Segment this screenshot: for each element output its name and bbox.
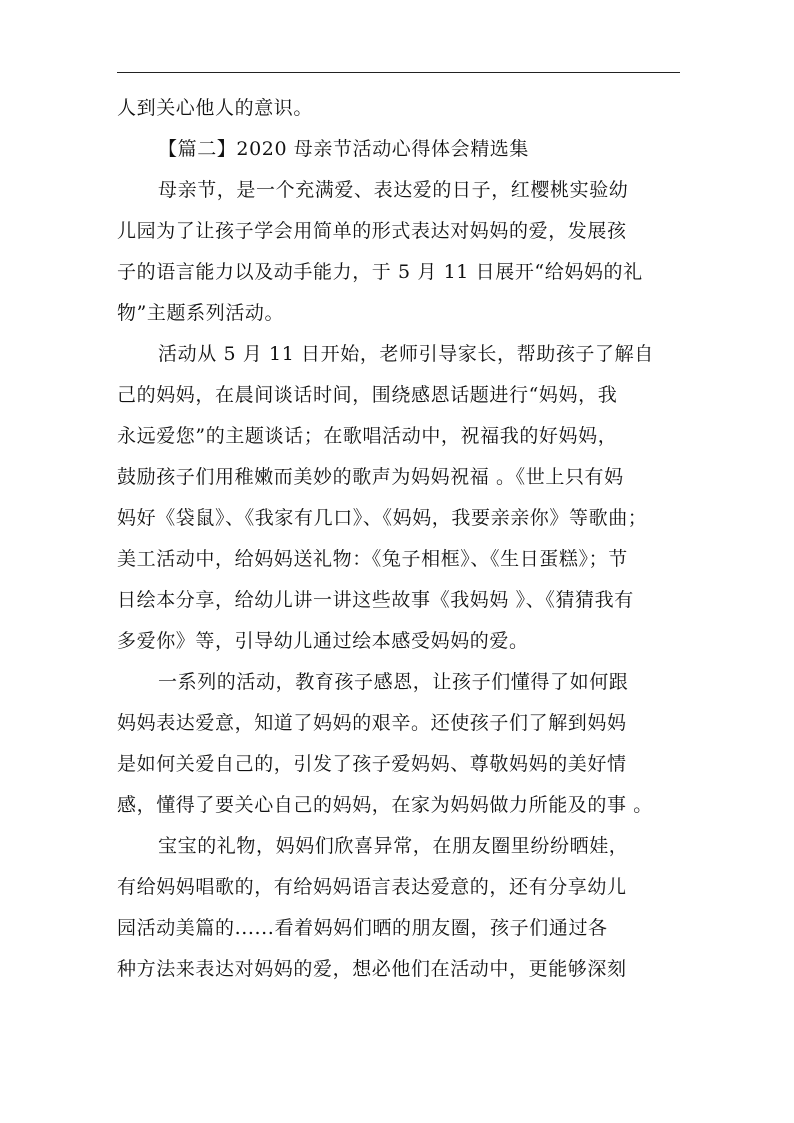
section-heading: 【篇二】2020 母亲节活动心得体会精选集 — [158, 138, 529, 160]
paragraph-1-line: 母亲节，是一个充满爱、表达爱的日子，红樱桃实验幼 — [158, 179, 629, 201]
paragraph-3-line: 一系列的活动，教育孩子感恩，让孩子们懂得了如何跟 — [158, 671, 629, 693]
paragraph-3-line: 感，懂得了要关心自己的妈妈，在家为妈妈做力所能及的事 。 — [117, 794, 653, 816]
paragraph-3-line: 妈妈表达爱意，知道了妈妈的艰辛。还使孩子们了解到妈妈 — [117, 712, 627, 734]
paragraph-4-line: 宝宝的礼物，妈妈们欣喜异常，在朋友圈里纷纷晒娃， — [158, 835, 629, 857]
paragraph-2-line: 妈好《袋鼠》、《我家有几口》、《妈妈，我要亲亲你》等歌曲； — [117, 507, 648, 529]
document-body — [117, 88, 687, 990]
paragraph-1-line: 儿园为了让孩子学会用简单的形式表达对妈妈的爱，发展孩 — [117, 220, 627, 242]
paragraph-4-line: 种方法来表达对妈妈的爱，想必他们在活动中，更能够深刻 — [117, 958, 627, 980]
paragraph-1-line: 子的语言能力以及动手能力，于 5 月 11 日展开“给妈妈的礼 — [117, 261, 643, 283]
paragraph-1-line: 物”主题系列活动。 — [117, 302, 285, 324]
paragraph-2-line: 己的妈妈，在晨间谈话时间，围绕感恩话题进行“妈妈，我 — [117, 384, 618, 406]
paragraph-4-line: 园活动美篇的......看着妈妈们晒的朋友圈，孩子们通过各 — [117, 917, 608, 939]
text-line: 人到关心他人的意识。 — [117, 97, 314, 119]
paragraph-2-line: 活动从 5 月 11 日开始，老师引导家长，帮助孩子了解自 — [158, 343, 654, 365]
paragraph-2-line: 美工活动中，给妈妈送礼物：《兔子相框》、《生日蛋糕》；节 — [117, 548, 628, 570]
header-rule — [117, 72, 680, 73]
paragraph-2-line: 永远爱您”的主题谈话；在歌唱活动中，祝福我的好妈妈， — [117, 425, 618, 447]
paragraph-2-line: 日绘本分享，给幼儿讲一讲这些故事《我妈妈 》、《猜猜我有 — [117, 589, 634, 611]
paragraph-4-line: 有给妈妈唱歌的，有给妈妈语言表达爱意的，还有分享幼儿 — [117, 876, 627, 898]
paragraph-2-line: 多爱你》等，引导幼儿通过绘本感受妈妈的爱。 — [117, 630, 529, 652]
paragraph-2-line: 鼓励孩子们用稚嫩而美妙的歌声为妈妈祝福 。《世上只有妈 — [117, 466, 624, 488]
paragraph-3-line: 是如何关爱自己的，引发了孩子爱妈妈、尊敬妈妈的美好情 — [117, 753, 627, 775]
